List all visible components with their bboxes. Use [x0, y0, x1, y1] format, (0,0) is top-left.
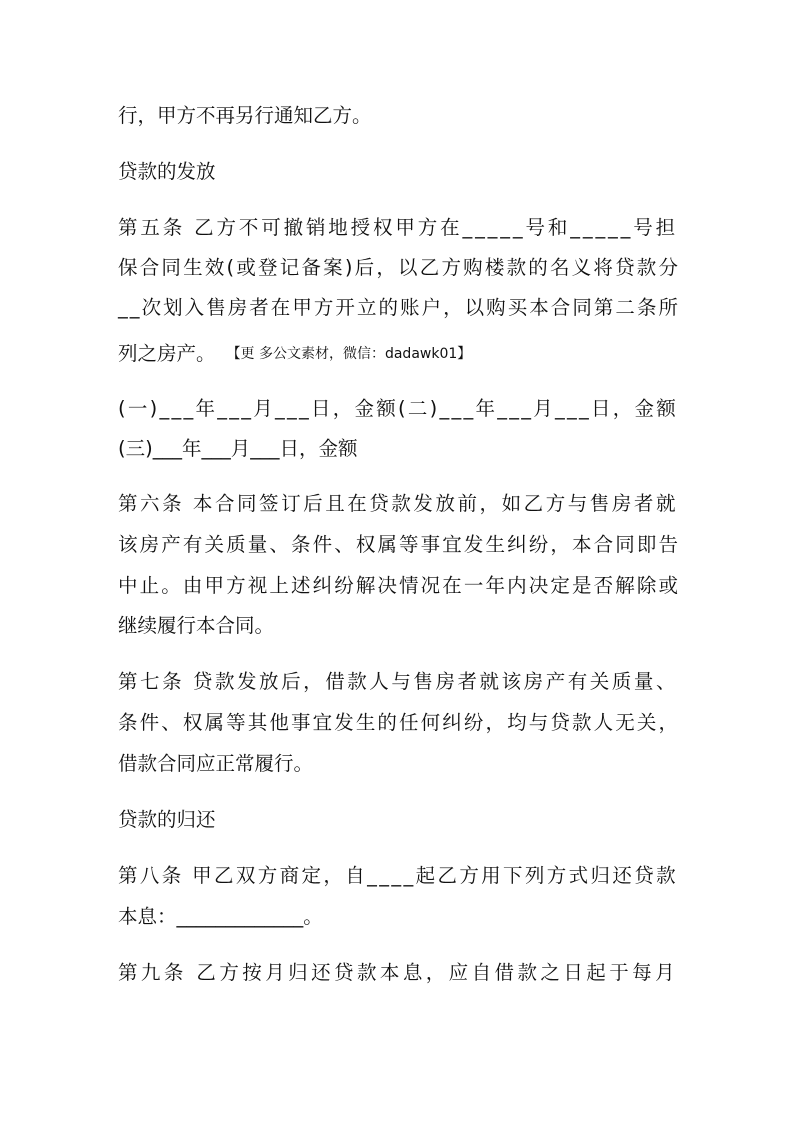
text-segment: 条件、权属等其他事宜发生的任何纠纷，均与贷款人无关，	[118, 711, 681, 734]
text-line-article-6-d: 继续履行本合同。	[118, 614, 275, 637]
text-line-article-6-c	[118, 574, 681, 598]
text-segment: (一)___年___月___日，金额(二)___年___月___日，金额	[118, 397, 678, 420]
section-heading-loan-disbursement: 贷款的发放	[118, 160, 216, 183]
text-line-article-5-b	[118, 256, 681, 280]
text-line-article-5-a	[118, 216, 678, 240]
text-segment: 第六条 本合同签订后且在贷款发放前，如乙方与售房者就	[118, 492, 678, 515]
text-segment: __次划入售房者在甲方开立的账户，以购买本合同第二条所	[118, 296, 681, 319]
text-line-article-7-b	[118, 711, 681, 735]
text-segment: 保合同生效(或登记备案)后，以乙方购楼款的名义将贷款分	[118, 256, 681, 279]
text-line-dates-a	[118, 397, 678, 421]
text-line-1: 行，甲方不再另行通知乙方。	[118, 104, 372, 127]
text-line-article-8-a	[118, 864, 678, 888]
text-segment: 第八条 甲乙双方商定，自____起乙方用下列方式归还贷款	[118, 864, 678, 887]
text-line-article-9-a	[118, 961, 678, 985]
text-line-article-6-b	[118, 533, 681, 557]
text-segment: 该房产有关质量、条件、权属等事宜发生纠纷，本合同即告	[118, 533, 681, 556]
text-line-article-6-a	[118, 492, 678, 516]
text-segment: 列之房产。	[118, 342, 216, 365]
text-line-article-8-b: 本息：_____________。	[118, 905, 323, 928]
text-line-article-7-c: 借款合同应正常履行。	[118, 752, 314, 775]
text-line-article-5-d	[118, 342, 678, 368]
text-line-dates-b: (三)___年___月___日，金额	[118, 437, 358, 460]
promo-note: 【更 多公文素材，微信：dadawk01】	[233, 346, 472, 362]
text-segment: 第七条 贷款发放后，借款人与售房者就该房产有关质量、	[118, 670, 678, 693]
text-segment: 中止。由甲方视上述纠纷解决情况在一年内决定是否解除或	[118, 574, 681, 597]
text-line-article-7-a	[118, 670, 678, 694]
text-line-article-5-c	[118, 296, 681, 320]
text-segment: 第九条 乙方按月归还贷款本息，应自借款之日起于每月	[118, 961, 678, 984]
section-heading-loan-repayment: 贷款的归还	[118, 808, 216, 831]
text-segment: 第五条 乙方不可撤销地授权甲方在_____号和_____号担	[118, 216, 678, 239]
